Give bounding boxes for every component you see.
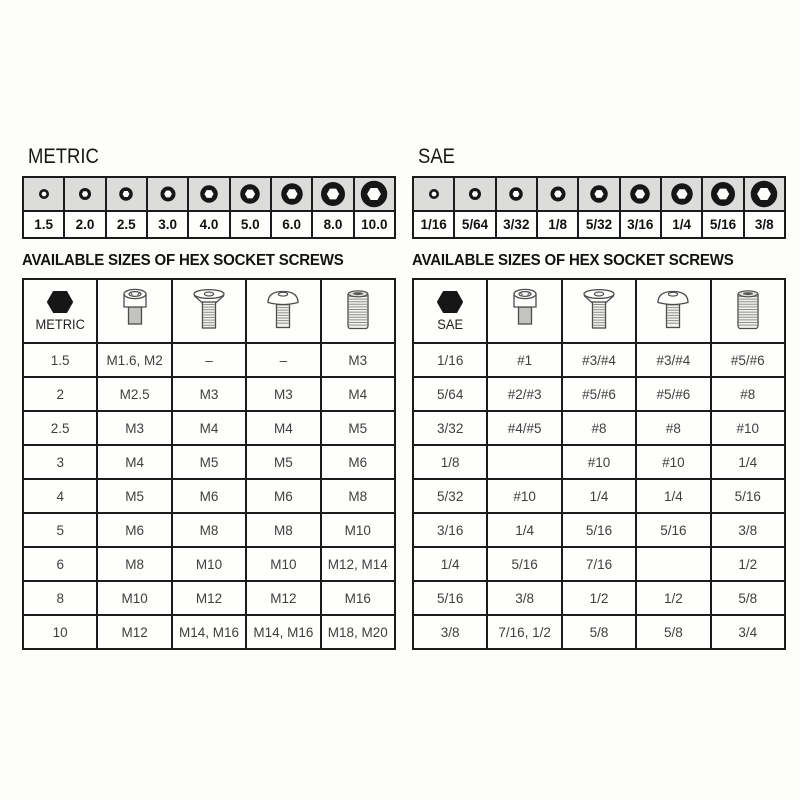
size-value-cell: M4 xyxy=(321,377,395,411)
size-value-cell: #10 xyxy=(636,445,710,479)
row-size-label: 3 xyxy=(23,445,97,479)
strip-size-label: 3/32 xyxy=(496,211,537,238)
strip-size-label: 8.0 xyxy=(312,211,353,238)
panel-heading: AVAILABLE SIZES OF HEX SOCKET SCREWS xyxy=(412,252,734,269)
row-size-label: 1.5 xyxy=(23,343,97,377)
size-value-cell: #2/#3 xyxy=(487,377,561,411)
countersunk-flat-head-screw-icon xyxy=(172,279,246,343)
strip-size-label: 1.5 xyxy=(23,211,64,238)
row-size-label: 1/16 xyxy=(413,343,487,377)
system-label: METRIC xyxy=(28,145,99,168)
table-row xyxy=(23,343,395,377)
table-row xyxy=(413,615,785,649)
hex-socket-top-icon xyxy=(578,177,619,211)
size-value-cell: M18, M20 xyxy=(321,615,395,649)
table-row xyxy=(413,343,785,377)
strip-size-label: 4.0 xyxy=(188,211,229,238)
size-value-cell: 5/16 xyxy=(562,513,636,547)
size-value-cell: M4 xyxy=(97,445,171,479)
row-size-label: 6 xyxy=(23,547,97,581)
size-value-cell: #10 xyxy=(711,411,785,445)
hex-socket-top-icon xyxy=(620,177,661,211)
size-value-cell: #10 xyxy=(487,479,561,513)
size-value-cell: 5/8 xyxy=(636,615,710,649)
strip-size-label: 5.0 xyxy=(230,211,271,238)
table-row xyxy=(23,547,395,581)
hex-key-icon xyxy=(414,291,486,313)
size-value-cell: 7/16, 1/2 xyxy=(487,615,561,649)
hex-socket-top-icon xyxy=(312,177,353,211)
strip-size-label: 3/16 xyxy=(620,211,661,238)
size-value-cell xyxy=(487,445,561,479)
size-value-cell: 1/2 xyxy=(562,581,636,615)
size-value-cell: 1/4 xyxy=(487,513,561,547)
size-value-cell: #8 xyxy=(636,411,710,445)
size-value-cell: #4/#5 xyxy=(487,411,561,445)
table-row xyxy=(413,547,785,581)
size-value-cell: M3 xyxy=(321,343,395,377)
size-value-cell: #5/#6 xyxy=(636,377,710,411)
size-value-cell: – xyxy=(246,343,320,377)
hex-size-strip xyxy=(22,176,396,239)
size-value-cell: M5 xyxy=(97,479,171,513)
size-value-cell: #3/#4 xyxy=(562,343,636,377)
size-value-cell: M3 xyxy=(246,377,320,411)
row-size-label: 2 xyxy=(23,377,97,411)
size-value-cell: M5 xyxy=(246,445,320,479)
table-header-row xyxy=(413,279,785,343)
size-value-cell: 3/8 xyxy=(487,581,561,615)
table-system-label: SAE xyxy=(437,315,464,332)
size-value-cell: #1 xyxy=(487,343,561,377)
table-system-label: METRIC xyxy=(35,315,85,332)
size-value-cell: #8 xyxy=(711,377,785,411)
set-screw-icon xyxy=(711,279,785,343)
size-value-cell: 5/16 xyxy=(636,513,710,547)
system-label: SAE xyxy=(418,145,455,168)
row-size-label: 3/32 xyxy=(413,411,487,445)
size-value-cell: M5 xyxy=(321,411,395,445)
row-size-label: 5/64 xyxy=(413,377,487,411)
table-row xyxy=(23,615,395,649)
size-value-cell: M12, M14 xyxy=(321,547,395,581)
table-row xyxy=(413,513,785,547)
hex-socket-top-icon xyxy=(413,177,454,211)
size-value-cell: 3/8 xyxy=(711,513,785,547)
hex-socket-top-icon xyxy=(271,177,312,211)
row-size-label: 1/8 xyxy=(413,445,487,479)
row-size-label: 10 xyxy=(23,615,97,649)
hex-socket-top-icon xyxy=(702,177,743,211)
size-value-cell: M12 xyxy=(172,581,246,615)
row-size-label: 3/8 xyxy=(413,615,487,649)
size-value-cell: 5/8 xyxy=(711,581,785,615)
size-value-cell: 5/16 xyxy=(711,479,785,513)
row-size-label: 8 xyxy=(23,581,97,615)
strip-size-label: 10.0 xyxy=(354,211,395,238)
strip-size-label: 1/16 xyxy=(413,211,454,238)
strip-icon-row xyxy=(23,177,395,211)
strip-size-label: 1/4 xyxy=(661,211,702,238)
size-value-cell: M6 xyxy=(246,479,320,513)
row-size-label: 4 xyxy=(23,479,97,513)
size-value-cell: M10 xyxy=(97,581,171,615)
hex-key-header-cell xyxy=(23,279,97,343)
row-size-label: 5/32 xyxy=(413,479,487,513)
size-value-cell: M8 xyxy=(246,513,320,547)
sizes-table xyxy=(22,278,396,650)
socket-head-cap-screw-icon xyxy=(487,279,561,343)
size-value-cell: #10 xyxy=(562,445,636,479)
button-head-screw-icon xyxy=(246,279,320,343)
strip-size-row xyxy=(413,211,785,238)
size-value-cell: M3 xyxy=(172,377,246,411)
hex-socket-top-icon xyxy=(23,177,64,211)
table-body xyxy=(23,343,395,649)
strip-size-label: 6.0 xyxy=(271,211,312,238)
hex-socket-top-icon xyxy=(106,177,147,211)
hex-key-header-cell xyxy=(413,279,487,343)
size-value-cell: M8 xyxy=(172,513,246,547)
table-row xyxy=(23,479,395,513)
size-value-cell: M4 xyxy=(172,411,246,445)
hex-socket-top-icon xyxy=(64,177,105,211)
table-body xyxy=(413,343,785,649)
hex-socket-top-icon xyxy=(147,177,188,211)
row-size-label: 1/4 xyxy=(413,547,487,581)
size-value-cell: M5 xyxy=(172,445,246,479)
strip-size-label: 2.5 xyxy=(106,211,147,238)
size-value-cell xyxy=(636,547,710,581)
size-value-cell: M10 xyxy=(172,547,246,581)
row-size-label: 3/16 xyxy=(413,513,487,547)
strip-size-row xyxy=(23,211,395,238)
row-size-label: 2.5 xyxy=(23,411,97,445)
hex-socket-top-icon xyxy=(744,177,785,211)
hex-socket-top-icon xyxy=(454,177,495,211)
size-value-cell: 1/4 xyxy=(636,479,710,513)
size-value-cell: M2.5 xyxy=(97,377,171,411)
table-row xyxy=(23,411,395,445)
size-value-cell: M8 xyxy=(321,479,395,513)
hex-socket-top-icon xyxy=(230,177,271,211)
size-value-cell: M10 xyxy=(246,547,320,581)
size-value-cell: M6 xyxy=(97,513,171,547)
size-value-cell: 1/4 xyxy=(711,445,785,479)
hex-socket-top-icon xyxy=(188,177,229,211)
row-size-label: 5 xyxy=(23,513,97,547)
strip-size-label: 3/8 xyxy=(744,211,785,238)
hex-socket-top-icon xyxy=(496,177,537,211)
hex-socket-top-icon xyxy=(537,177,578,211)
size-value-cell: M6 xyxy=(172,479,246,513)
table-row xyxy=(23,513,395,547)
size-value-cell: #3/#4 xyxy=(636,343,710,377)
hex-socket-top-icon xyxy=(661,177,702,211)
size-value-cell: M1.6, M2 xyxy=(97,343,171,377)
size-value-cell: 5/8 xyxy=(562,615,636,649)
strip-size-label: 2.0 xyxy=(64,211,105,238)
strip-size-label: 5/16 xyxy=(702,211,743,238)
size-value-cell: M3 xyxy=(97,411,171,445)
size-value-cell: M14, M16 xyxy=(172,615,246,649)
size-value-cell: M12 xyxy=(97,615,171,649)
size-value-cell: M6 xyxy=(321,445,395,479)
strip-size-label: 1/8 xyxy=(537,211,578,238)
table-row xyxy=(413,479,785,513)
hex-socket-top-icon xyxy=(354,177,395,211)
strip-icon-row xyxy=(413,177,785,211)
size-value-cell: 1/2 xyxy=(711,547,785,581)
table-row xyxy=(413,445,785,479)
hex-key-icon xyxy=(24,291,96,313)
sizes-table xyxy=(412,278,786,650)
size-value-cell: M10 xyxy=(321,513,395,547)
size-value-cell: M14, M16 xyxy=(246,615,320,649)
table-row xyxy=(413,377,785,411)
panel-heading: AVAILABLE SIZES OF HEX SOCKET SCREWS xyxy=(22,252,344,269)
size-value-cell: 1/4 xyxy=(562,479,636,513)
panel xyxy=(412,145,786,650)
size-value-cell: 3/4 xyxy=(711,615,785,649)
strip-size-label: 3.0 xyxy=(147,211,188,238)
countersunk-flat-head-screw-icon xyxy=(562,279,636,343)
size-value-cell: #8 xyxy=(562,411,636,445)
table-row xyxy=(413,581,785,615)
strip-size-label: 5/32 xyxy=(578,211,619,238)
size-value-cell: #5/#6 xyxy=(711,343,785,377)
strip-size-label: 5/64 xyxy=(454,211,495,238)
row-size-label: 5/16 xyxy=(413,581,487,615)
size-value-cell: – xyxy=(172,343,246,377)
size-value-cell: M4 xyxy=(246,411,320,445)
button-head-screw-icon xyxy=(636,279,710,343)
table-row xyxy=(23,377,395,411)
table-row xyxy=(23,581,395,615)
table-row xyxy=(23,445,395,479)
size-value-cell: 1/2 xyxy=(636,581,710,615)
hex-size-strip xyxy=(412,176,786,239)
table-header-row xyxy=(23,279,395,343)
size-value-cell: 7/16 xyxy=(562,547,636,581)
size-value-cell: M12 xyxy=(246,581,320,615)
set-screw-icon xyxy=(321,279,395,343)
socket-head-cap-screw-icon xyxy=(97,279,171,343)
size-value-cell: M8 xyxy=(97,547,171,581)
size-value-cell: M16 xyxy=(321,581,395,615)
size-value-cell: 5/16 xyxy=(487,547,561,581)
size-value-cell: #5/#6 xyxy=(562,377,636,411)
table-row xyxy=(413,411,785,445)
panel xyxy=(22,145,396,650)
